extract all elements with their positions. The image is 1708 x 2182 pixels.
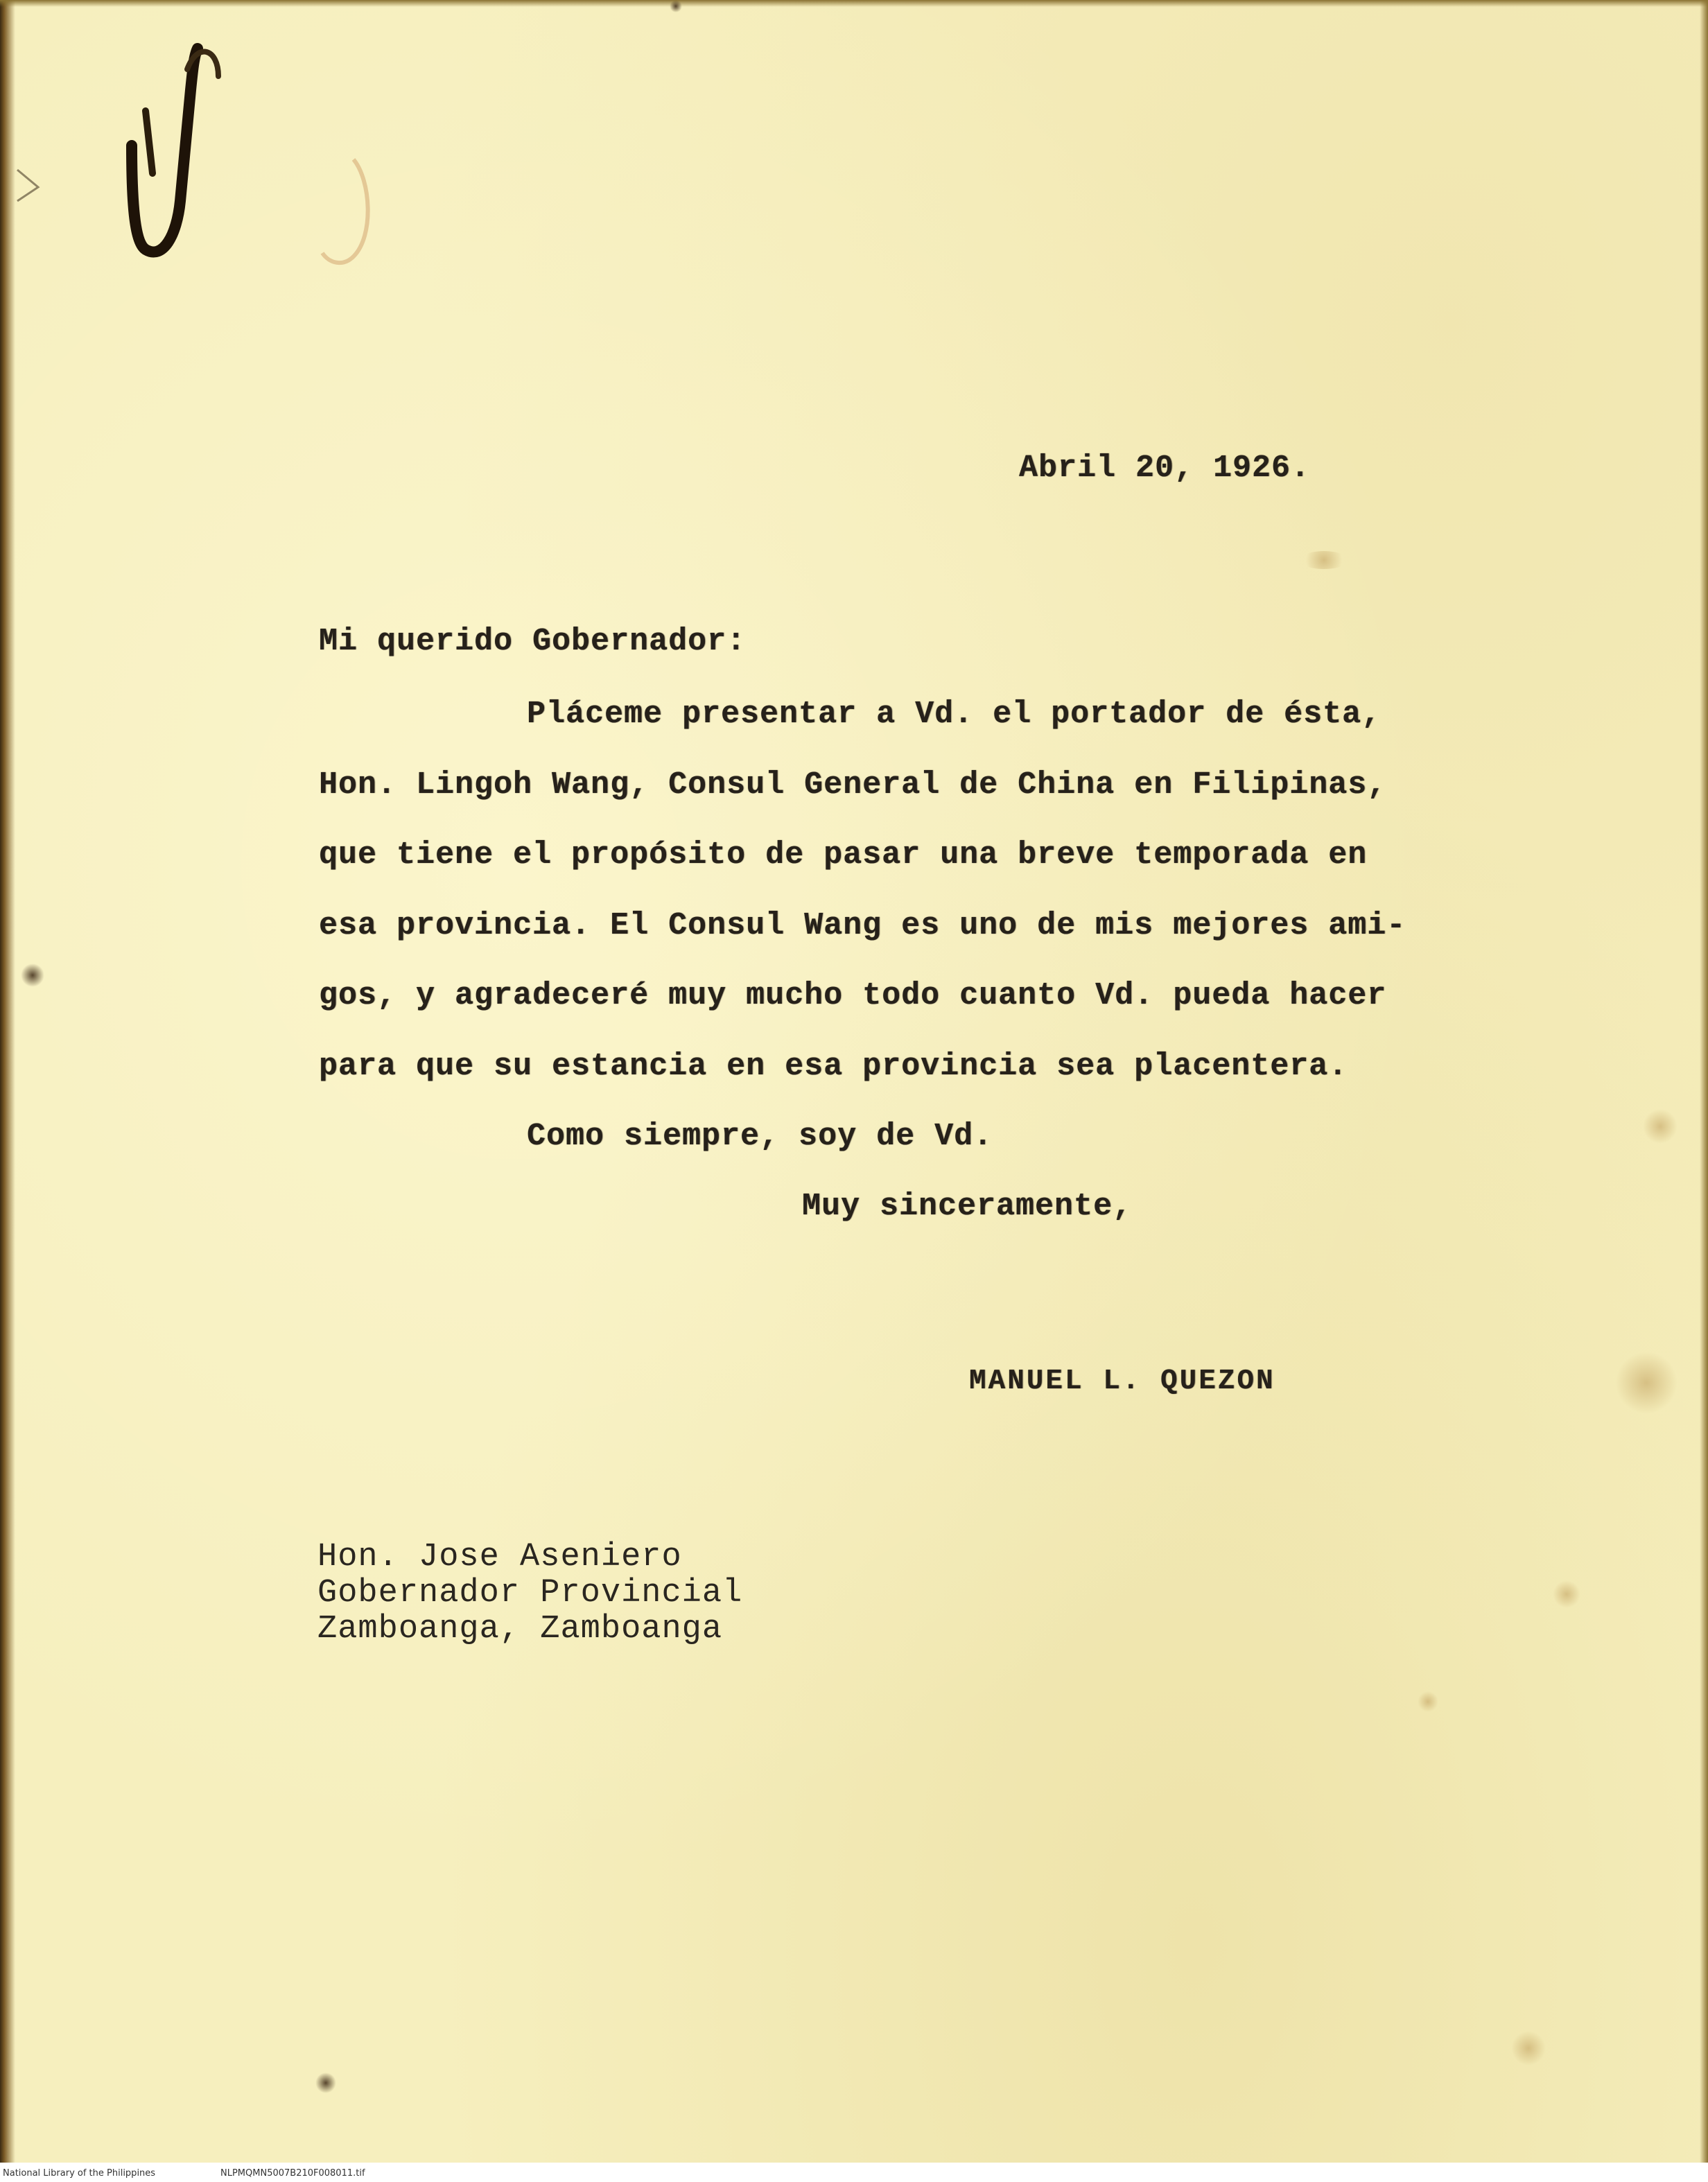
paperclip-stain-icon (104, 28, 243, 277)
complimentary-close: Muy sinceramente, (802, 1189, 1133, 1224)
signature-name: MANUEL L. QUEZON (969, 1365, 1275, 1397)
stain-spot (1553, 1580, 1580, 1608)
letter-date: Abril 20, 1926. (1019, 451, 1311, 486)
corner-mark-icon (14, 166, 55, 208)
rust-stain-icon (305, 152, 388, 277)
salutation: Mi querido Gobernador: (319, 624, 747, 659)
ink-spot (315, 2072, 336, 2093)
stain-spot (1643, 1109, 1678, 1144)
right-page-edge (1700, 0, 1708, 2163)
body-line: Pláceme presentar a Vd. el portador de ésta, (527, 697, 1382, 732)
stain-spot (1418, 1691, 1438, 1712)
footer-source: National Library of the Philippines (3, 2168, 156, 2179)
recipient-location: Zamboanga, Zamboanga (317, 1611, 723, 1648)
top-page-edge (0, 0, 1708, 7)
body-line: gos, y agradeceré muy mucho todo cuanto Vd. pueda hacer (319, 978, 1387, 1013)
recipient-name: Hon. Jose Aseniero (317, 1539, 682, 1576)
body-line: que tiene el propósito de pasar una breve temporada en (319, 837, 1368, 873)
stain-spot (1511, 2031, 1546, 2066)
stain-spot (1300, 551, 1348, 569)
body-line: para que su estancia en esa provincia sea placentera. (319, 1049, 1348, 1084)
recipient-title: Gobernador Provincial (317, 1575, 743, 1612)
footer-file-id: NLPMQMN5007B210F008011.tif (220, 2168, 365, 2179)
body-line: esa provincia. El Consul Wang es uno de mis mejores ami- (319, 908, 1406, 943)
stain-spot (1615, 1352, 1678, 1414)
body-line: Hon. Lingoh Wang, Consul General de China en Filipinas, (319, 767, 1387, 803)
closing-line: Como siempre, soy de Vd. (527, 1119, 993, 1154)
left-page-edge (0, 0, 15, 2163)
ink-spot (670, 0, 682, 12)
ink-spot (21, 963, 44, 987)
